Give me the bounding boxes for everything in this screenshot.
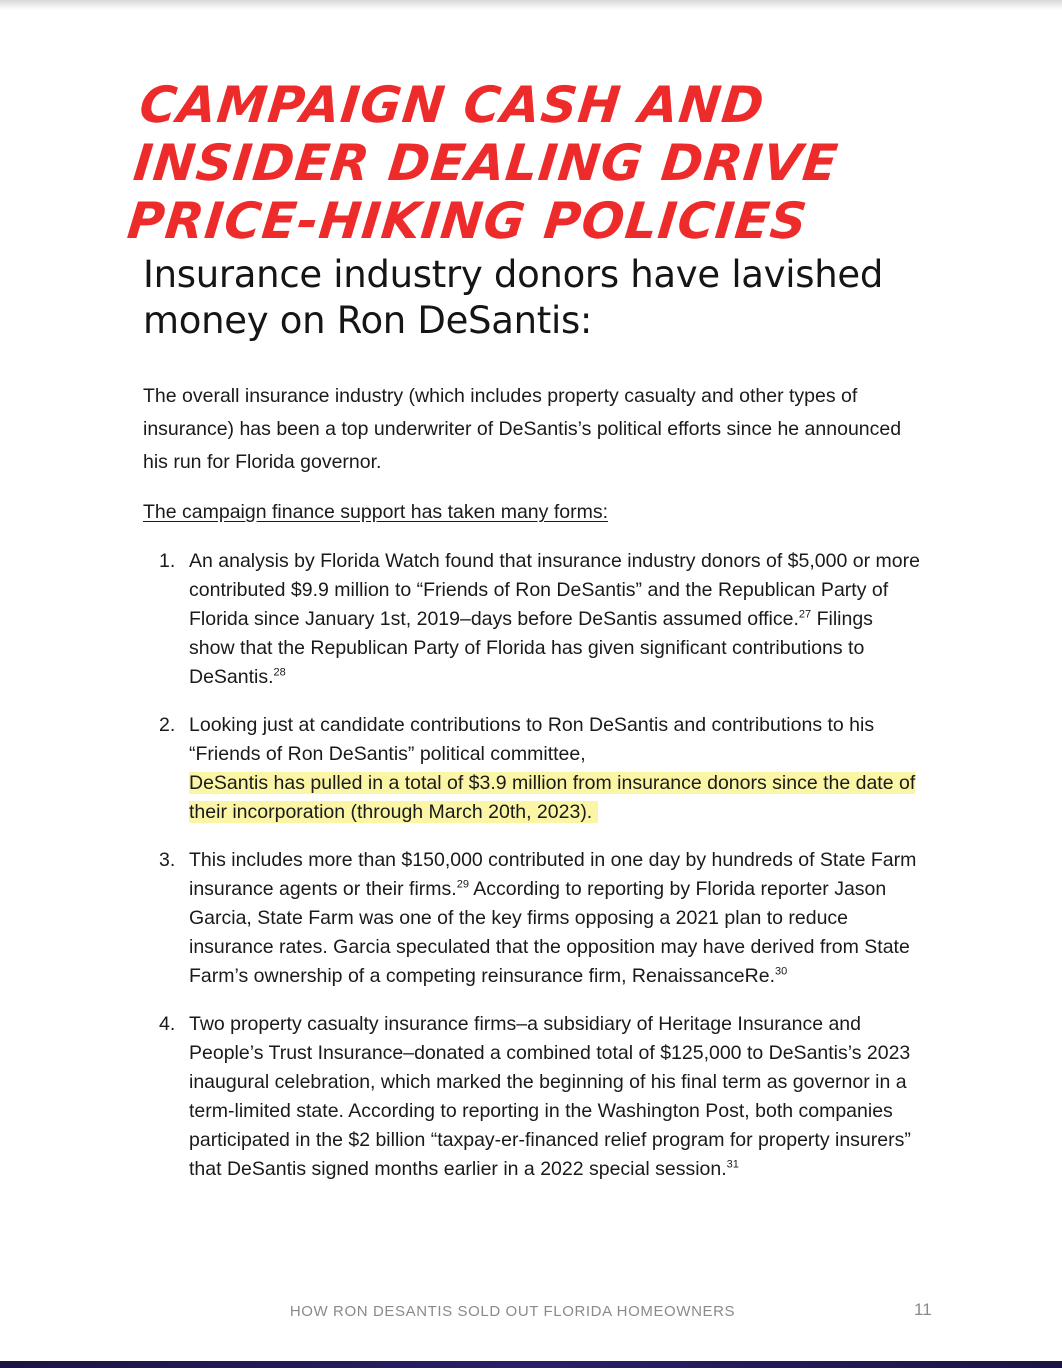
subheading-line-2: money on Ron DeSantis: <box>143 299 593 342</box>
list-item-3 <box>143 846 923 991</box>
item-number: 2. <box>159 714 176 736</box>
page-number: 11 <box>914 1300 932 1319</box>
item-number: 3. <box>159 849 176 871</box>
item-text: According to reporting by Florida reporter Jason Garcia, State Farm was one of the key firms opposing a 2021 plan to reduce insurance rates. Garcia speculated that the opposition may have derived from State Farm’s ownership of a competing reinsurance firm, RenaissanceRe. <box>189 878 910 987</box>
headline <box>125 76 923 250</box>
headline-line-3: PRICE-HIKING POLICIES <box>124 192 811 250</box>
item-number: 4. <box>159 1013 176 1035</box>
item-text: Looking just at candidate contributions to Ron DeSantis and contributions to his “Friends of Ron DeSantis” political committee, <box>189 714 875 765</box>
bottom-accent-bar <box>0 1361 1062 1368</box>
footnote-ref-28[interactable]: 28 <box>273 666 286 679</box>
top-shadow <box>0 0 1062 10</box>
footnote-ref-27[interactable]: 27 <box>798 608 812 621</box>
item-number: 1. <box>159 550 176 572</box>
subheading-line-1: Insurance industry donors have lavished <box>143 253 884 296</box>
forms-label: The campaign finance support has taken many forms: <box>143 501 608 523</box>
item-text: This includes more than $150,000 contributed in one day by hundreds of State Farm insurance agents or their firms. <box>189 849 917 900</box>
highlighted-text: DeSantis has pulled in a total of $3.9 million from insurance donors since the date of their incorporation (through March 20th, 2023). <box>189 772 916 823</box>
headline-line-2: INSIDER DEALING DRIVE <box>130 134 842 192</box>
page-footer <box>0 1300 1062 1324</box>
footnote-ref-30[interactable]: 30 <box>774 965 788 978</box>
list-item-2 <box>143 711 923 827</box>
headline-line-1: CAMPAIGN CASH AND <box>136 76 768 134</box>
item-text: An analysis by Florida Watch found that insurance industry donors of $5,000 or more contributed $9.9 million to “Friends of Ron DeSantis” and the Republican Party of Florida since January 1st, 2019–days before DeSantis assumed office. <box>189 550 920 630</box>
footnote-ref-29[interactable]: 29 <box>456 878 469 891</box>
page-content <box>124 76 923 1203</box>
footnote-ref-31[interactable]: 31 <box>726 1158 739 1171</box>
subheading <box>143 252 923 344</box>
item-text: Two property casualty insurance firms–a subsidiary of Heritage Insurance and People’s Trust Insurance–donated a combined total of $125,000 to DeSantis’s 2023 inaugural celebration, which marked the beginning of his final term as governor in a term-limited state. According to reporting in the Washington Post, both companies participated in the $2 billion “taxpay-er-financed relief program for property insurers” that DeSantis signed months earlier in a 2022 special session. <box>189 1013 911 1180</box>
footer-title: HOW RON DESANTIS SOLD OUT FLORIDA HOMEOWNERS <box>289 1303 736 1320</box>
contributions-list <box>143 547 923 1184</box>
intro-paragraph: The overall insurance industry (which includes property casualty and other types of insurance) has been a top underwriter of DeSantis’s political efforts since he announced his run for Florida governor. <box>143 385 902 473</box>
list-item-1 <box>143 547 923 692</box>
item-text: Filings show that the Republican Party of Florida has given significant contributions to DeSantis. <box>189 608 873 688</box>
list-item-4 <box>143 1010 923 1184</box>
